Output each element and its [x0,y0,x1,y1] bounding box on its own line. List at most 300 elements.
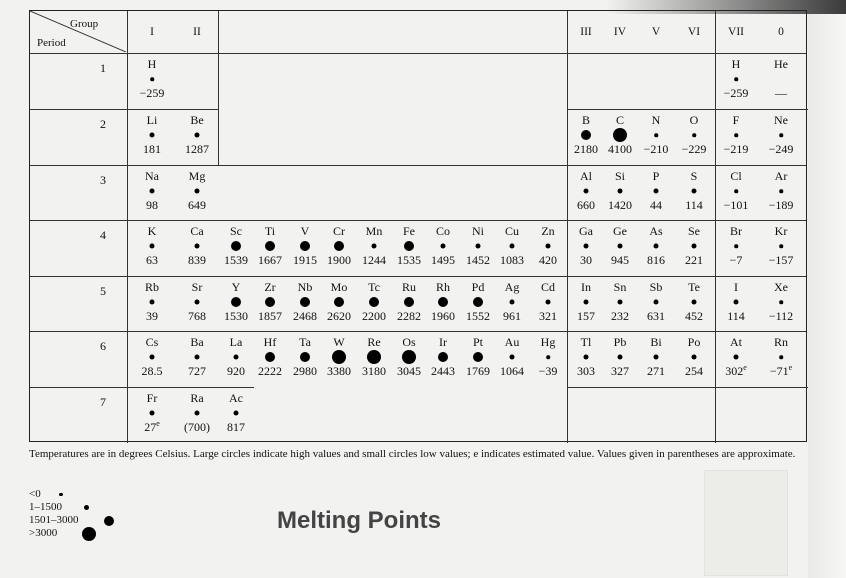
element-symbol: Sn [613,280,627,294]
element-cell [638,336,674,378]
melting-point-dot [473,297,483,307]
element-symbol: Mg [188,169,206,183]
element-symbol: Na [145,169,159,183]
element-symbol: V [300,224,310,238]
melting-point-value [218,254,254,267]
dot-slot [676,294,712,310]
dot-slot [763,349,799,365]
dot-slot [718,127,754,143]
melting-point-value [638,365,674,378]
dot-slot [763,183,799,199]
element-cell [179,225,215,267]
dot-slot [763,71,799,87]
melting-point-dot [734,189,738,193]
dot-slot [638,127,674,143]
melting-point-value [134,199,170,212]
melting-point-dot [369,297,379,307]
dot-slot [763,127,799,143]
dot-slot [218,238,254,254]
dot-slot [530,349,566,365]
melting-point-dot [584,300,589,305]
element-symbol: Y [231,280,241,294]
melting-point-dot [779,300,783,304]
dot-slot [718,71,754,87]
column-divider [715,11,716,443]
element-symbol: Po [687,335,701,349]
group-header-label: Group [70,18,99,30]
melting-point-dot [618,244,623,249]
value-text: −249 [768,142,794,156]
dot-slot [460,294,496,310]
element-cell [179,392,215,434]
melting-point-value [134,365,170,378]
element-symbol: Sr [191,280,203,294]
dot-slot [568,349,604,365]
column-divider [127,11,128,443]
melting-point-value [179,310,215,323]
value-text: 3380 [327,364,351,378]
element-cell [391,281,427,323]
value-text: 63 [146,253,158,267]
dot-slot [568,183,604,199]
melting-point-value [638,143,674,156]
dot-slot [321,349,357,365]
dot-slot [718,183,754,199]
melting-point-dot [510,244,515,249]
melting-point-dot [584,244,589,249]
element-symbol: Re [367,335,381,349]
element-symbol: Cr [333,224,345,238]
element-cell [602,114,638,156]
melting-point-value [602,254,638,267]
element-symbol: N [651,113,661,127]
melting-point-value [763,365,799,378]
value-text: 114 [727,309,745,323]
dot-slot [530,294,566,310]
element-cell [718,281,754,323]
value-text: 98 [146,198,158,212]
element-symbol: Hg [540,335,556,349]
element-symbol: Ac [229,391,243,405]
element-symbol: Te [688,280,700,294]
element-cell [252,281,288,323]
dot-slot [134,294,170,310]
value-text: 1452 [466,253,490,267]
dot-slot [638,294,674,310]
melting-point-dot [404,241,414,251]
element-cell [568,225,604,267]
dot-slot [356,238,392,254]
melting-point-value [718,310,754,323]
melting-point-value [494,254,530,267]
period-label: 7 [100,395,106,409]
melting-point-dot [234,355,239,360]
value-text: 2222 [258,364,282,378]
value-text: — [775,86,787,100]
element-symbol: H [731,57,741,71]
value-text: 1539 [224,253,248,267]
melting-point-value [134,143,170,156]
value-text: 1530 [224,309,248,323]
dot-slot [252,294,288,310]
value-text: −189 [768,198,794,212]
dot-slot [218,405,254,421]
melting-point-value [218,365,254,378]
melting-point-value [425,365,461,378]
group-label: III [580,26,592,38]
value-text: (700) [184,420,210,434]
legend-label: 1–1500 [29,501,62,513]
dot-slot [179,349,215,365]
group-label: 0 [778,26,784,38]
period-label: 4 [100,228,106,242]
value-text: −229 [681,142,707,156]
melting-point-value [460,365,496,378]
dot-slot [602,294,638,310]
melting-point-dot [438,352,448,362]
melting-point-dot [195,411,200,416]
value-text: 271 [647,364,665,378]
element-cell [763,58,799,100]
melting-point-value [134,87,170,100]
value-text: 420 [539,253,557,267]
melting-point-value [718,87,754,100]
dot-slot [321,238,357,254]
element-symbol: Ag [504,280,520,294]
melting-point-value [530,254,566,267]
legend-row [29,501,79,514]
melting-point-dot [510,355,515,360]
value-text: 1915 [293,253,317,267]
value-text: 1857 [258,309,282,323]
element-symbol: S [690,169,698,183]
element-cell [602,281,638,323]
melting-point-value [425,254,461,267]
melting-point-value [718,199,754,212]
value-text: 181 [143,142,161,156]
dot-slot [179,183,215,199]
element-cell [134,281,170,323]
melting-point-value [602,310,638,323]
element-cell [460,336,496,378]
element-cell [218,336,254,378]
value-text: 2282 [397,309,421,323]
melting-point-dot [734,77,738,81]
legend-dot [104,516,114,526]
bleed-through-box [704,470,788,576]
value-text: 28.5 [141,364,163,378]
melting-point-dot [654,133,658,137]
row-divider [567,109,808,110]
column-divider [218,11,219,165]
row-divider [30,276,806,277]
dot-slot [602,183,638,199]
period-label: 6 [100,339,106,353]
dot-slot [763,294,799,310]
melting-point-value [321,254,357,267]
melting-point-dot [438,297,448,307]
element-cell [676,336,712,378]
element-symbol: Si [614,169,625,183]
melting-point-dot [150,355,155,360]
melting-point-value [718,143,754,156]
element-cell [391,225,427,267]
element-symbol: Ne [774,113,788,127]
element-cell [718,336,754,378]
element-symbol: Nb [297,280,313,294]
melting-point-value [252,310,288,323]
melting-point-value [179,365,215,378]
element-symbol: Cl [730,169,742,183]
dot-slot [602,238,638,254]
melting-point-value [763,254,799,267]
value-text: 3180 [362,364,386,378]
value-text: 768 [188,309,206,323]
dot-slot [134,405,170,421]
melting-point-dot [779,189,783,193]
melting-point-value [718,365,754,378]
melting-point-dot [195,189,200,194]
melting-point-dot [546,244,551,249]
value-text: 1900 [327,253,351,267]
melting-point-value [425,310,461,323]
value-text: 321 [539,309,557,323]
row-divider [30,331,806,332]
estimate-marker: e [743,363,747,372]
melting-point-dot [476,244,481,249]
element-symbol: He [774,57,788,71]
value-text: 2443 [431,364,455,378]
row-divider [567,387,808,388]
melting-point-dot [195,244,200,249]
element-symbol: I [734,280,738,294]
melting-point-value [287,310,323,323]
dot-slot [676,183,712,199]
value-text: 1287 [185,142,209,156]
melting-point-dot [584,189,589,194]
value-text: 232 [611,309,629,323]
melting-point-dot [300,241,310,251]
group-label: I [150,26,154,38]
legend-dot [82,527,96,541]
dot-slot [718,238,754,254]
melting-point-value [568,199,604,212]
element-symbol: Hf [263,335,277,349]
melting-point-dot [654,189,659,194]
value-text: −71 [769,364,789,378]
element-cell [676,281,712,323]
melting-point-dot [734,300,739,305]
melting-point-value [287,254,323,267]
melting-point-dot [441,244,446,249]
melting-point-dot [195,300,200,305]
melting-point-dot [584,355,589,360]
melting-point-value [391,254,427,267]
element-cell [763,281,799,323]
element-cell [134,392,170,434]
dot-slot [179,405,215,421]
value-text: 816 [647,253,665,267]
estimate-marker: e [156,419,160,428]
element-symbol: Au [504,335,520,349]
melting-point-dot [150,133,155,138]
value-text: 2620 [327,309,351,323]
dot-slot [676,349,712,365]
value-text: 660 [577,198,595,212]
melting-point-value [321,365,357,378]
group-label: VII [728,26,744,38]
melting-point-dot [734,355,739,360]
element-cell [718,114,754,156]
element-symbol: Fr [146,391,158,405]
legend-row [29,527,79,540]
element-symbol: Ta [299,335,311,349]
element-cell [252,336,288,378]
element-cell [134,114,170,156]
element-symbol: Pd [471,280,485,294]
value-text: 631 [647,309,665,323]
dot-slot [638,238,674,254]
dot-slot [568,238,604,254]
melting-point-dot [581,130,591,140]
value-text: 1667 [258,253,282,267]
period-label: 1 [100,61,106,75]
element-symbol: K [147,224,157,238]
period-label: 2 [100,117,106,131]
legend-dot [59,493,63,497]
melting-point-dot [300,352,310,362]
legend-row [29,488,79,501]
element-cell [718,170,754,212]
melting-point-value [460,310,496,323]
chart-title: Melting Points [277,507,441,534]
element-symbol: Se [688,224,700,238]
dot-slot [460,238,496,254]
element-symbol: Os [402,335,416,349]
dot-slot [134,349,170,365]
melting-point-dot [372,244,377,249]
element-cell [321,336,357,378]
value-text: 39 [146,309,158,323]
element-cell [460,225,496,267]
element-cell [530,225,566,267]
melting-point-value [568,365,604,378]
melting-point-value [763,310,799,323]
melting-point-value [568,310,604,323]
value-text: 727 [188,364,206,378]
dot-slot [676,238,712,254]
value-text: 817 [227,420,245,434]
value-text: 30 [580,253,592,267]
dot-slot [134,71,170,87]
melting-point-dot [265,241,275,251]
element-cell [530,336,566,378]
element-cell [179,281,215,323]
element-cell [602,225,638,267]
value-text: 1083 [500,253,524,267]
value-text: 452 [685,309,703,323]
element-symbol: Rb [144,280,159,294]
melting-point-dot [265,352,275,362]
group-label: II [193,26,201,38]
element-cell [218,225,254,267]
element-cell [425,225,461,267]
element-symbol: Pt [472,335,483,349]
row-divider [30,387,254,388]
melting-point-value [460,254,496,267]
melting-point-dot [779,133,783,137]
element-symbol: Cd [540,280,555,294]
element-cell [718,225,754,267]
period-label: 5 [100,284,106,298]
melting-point-value [676,199,712,212]
melting-point-dot [692,133,696,137]
value-text: 2468 [293,309,317,323]
element-cell [676,170,712,212]
element-cell [356,281,392,323]
element-cell [321,225,357,267]
value-text: 221 [685,253,703,267]
dot-slot [179,294,215,310]
melting-point-dot [150,411,155,416]
value-text: 302 [725,364,744,378]
element-cell [676,114,712,156]
element-cell [356,225,392,267]
value-text: 1769 [466,364,490,378]
dot-slot [602,349,638,365]
melting-point-value [179,254,215,267]
element-cell [763,114,799,156]
melting-point-dot [404,297,414,307]
value-text: 2180 [574,142,598,156]
melting-point-dot [334,297,344,307]
legend-label: >3000 [29,527,58,539]
melting-point-dot [367,350,381,364]
element-symbol: Tl [580,335,592,349]
value-text: 303 [577,364,595,378]
element-cell [638,170,674,212]
element-symbol: Ra [190,391,204,405]
value-text: −259 [139,86,165,100]
element-symbol: Zn [541,224,555,238]
dot-slot [218,349,254,365]
dot-slot [179,238,215,254]
melting-point-value [356,310,392,323]
value-text: 920 [227,364,245,378]
dot-slot [602,127,638,143]
melting-point-dot [334,241,344,251]
element-cell [763,225,799,267]
group-label: V [651,26,661,38]
dot-slot [287,294,323,310]
dot-slot [425,238,461,254]
value-text: −39 [538,364,558,378]
melting-point-value [602,143,638,156]
melting-point-value [134,254,170,267]
element-symbol: Bi [650,335,662,349]
melting-point-dot [779,244,783,248]
melting-point-value [763,199,799,212]
dot-slot [391,349,427,365]
element-symbol: Rn [773,335,788,349]
melting-point-value [218,310,254,323]
melting-point-value [602,199,638,212]
value-text: 649 [188,198,206,212]
melting-point-dot [150,77,154,81]
element-symbol: Rh [435,280,450,294]
melting-point-value [638,310,674,323]
melting-point-value [356,254,392,267]
